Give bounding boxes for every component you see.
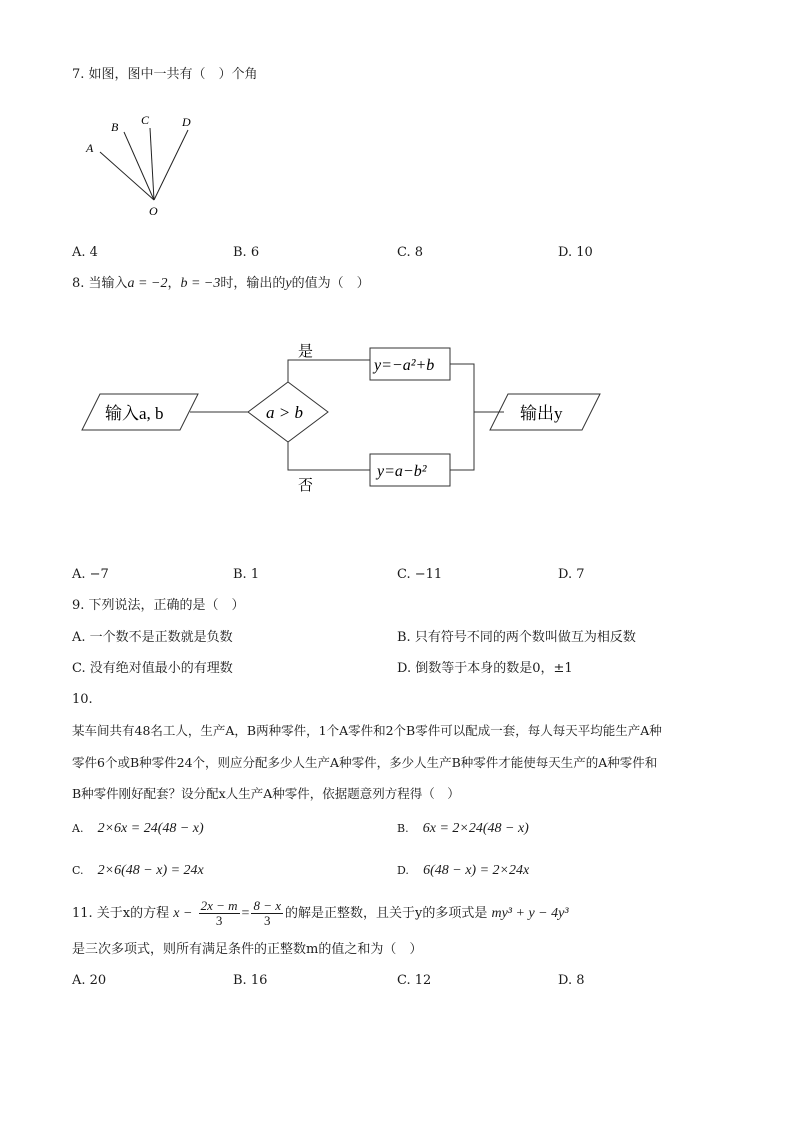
q11-line-2: 是三次多项式，则所有满足条件的正整数m的值之和为（ ） bbox=[72, 942, 423, 957]
q7-stem: 7. 如图，图中一共有（ ）个角 bbox=[72, 67, 258, 82]
flowchart bbox=[80, 330, 610, 500]
ray-od bbox=[154, 130, 188, 200]
q10-number: 10. bbox=[72, 692, 93, 707]
q7-option-a[interactable]: A. 4 bbox=[72, 245, 98, 260]
q10-option-d[interactable] bbox=[397, 862, 529, 880]
q11-frac-1: $\frac{2x - m}{3}$ bbox=[200, 898, 238, 928]
q10-option-c-letter: C. bbox=[72, 864, 84, 877]
q8-stem bbox=[72, 275, 370, 293]
angle-figure bbox=[80, 108, 210, 223]
label-c: C bbox=[141, 113, 150, 127]
q11-eq-x: x − bbox=[173, 906, 193, 921]
q11-option-b[interactable]: B. 16 bbox=[233, 973, 268, 988]
q8-var-y: y bbox=[285, 276, 292, 291]
q9-stem: 9. 下列说法，正确的是（ ） bbox=[72, 598, 245, 613]
label-o: O bbox=[149, 204, 158, 218]
yes-label: 是 bbox=[298, 344, 314, 360]
q8-option-a[interactable]: A. −7 bbox=[72, 567, 109, 582]
q11-poly: my³ + y − 4y³ bbox=[491, 906, 569, 921]
input-label: 输入a, b bbox=[105, 404, 164, 423]
q7-option-d[interactable]: D. 10 bbox=[558, 245, 593, 260]
q10-option-d-formula: 6(48 − x) = 2×24x bbox=[423, 863, 530, 878]
q8-option-b[interactable]: B. 1 bbox=[233, 567, 260, 582]
no-formula: y=a−b² bbox=[377, 463, 427, 480]
q10-option-c-formula: 2×6(48 − x) = 24x bbox=[97, 863, 204, 878]
label-b: B bbox=[111, 120, 119, 134]
q10-line-2: 零件6个或B种零件24个，则应分配多少人生产A种零件，多少人生产B种零件才能使每天生产的A种零件和 bbox=[72, 755, 658, 770]
q10-option-a[interactable] bbox=[72, 820, 204, 838]
q8-stem-post: 的值为（ ） bbox=[291, 276, 370, 291]
q8-stem-pre: 8. 当输入 bbox=[72, 276, 128, 291]
q10-option-a-letter: A. bbox=[72, 822, 84, 835]
q10-option-b[interactable] bbox=[397, 820, 529, 838]
q11-pre: 11. 关于x的方程 bbox=[72, 906, 170, 921]
q8-option-d[interactable]: D. 7 bbox=[558, 567, 585, 582]
q8-stem-mid: 时，输出的 bbox=[220, 276, 286, 291]
q7-option-b[interactable]: B. 6 bbox=[233, 245, 260, 260]
q10-option-b-letter: B. bbox=[397, 822, 409, 835]
q10-line-1: 某车间共有48名工人，生产A，B两种零件，1个A零件和2个B零件可以配成一套，每人每天平均能生产A种 bbox=[72, 723, 662, 738]
q8-cond-a: a = −2 bbox=[127, 276, 168, 291]
ray-oc bbox=[150, 128, 154, 200]
q11-option-a[interactable]: A. 20 bbox=[72, 973, 107, 988]
q11-mid: 的解是正整数，且关于y的多项式是 bbox=[284, 906, 488, 921]
q10-option-c[interactable] bbox=[72, 862, 204, 880]
q7-option-c[interactable]: C. 8 bbox=[397, 245, 424, 260]
no-label: 否 bbox=[298, 478, 314, 494]
q11-stem bbox=[72, 896, 569, 932]
ray-ob bbox=[124, 132, 154, 200]
q9-option-a[interactable]: A. 一个数不是正数就是负数 bbox=[72, 630, 233, 645]
decision-label: a > b bbox=[266, 403, 303, 422]
q9-option-b[interactable]: B. 只有符号不同的两个数叫做互为相反数 bbox=[397, 630, 636, 645]
q9-option-c[interactable]: C. 没有绝对值最小的有理数 bbox=[72, 661, 233, 676]
q10-option-a-formula: 2×6x = 24(48 − x) bbox=[97, 821, 204, 836]
q11-option-d[interactable]: D. 8 bbox=[558, 973, 585, 988]
q11-eq-sign: = bbox=[241, 906, 250, 921]
q11-option-c[interactable]: C. 12 bbox=[397, 973, 432, 988]
yes-formula: y=−a²+b bbox=[374, 357, 435, 374]
q9-option-d[interactable]: D. 倒数等于本身的数是0，±1 bbox=[397, 661, 573, 676]
label-d: D bbox=[182, 115, 191, 129]
ray-oa bbox=[100, 152, 154, 200]
q11-frac-2: $\frac{8 - x}{3}$ bbox=[253, 898, 281, 928]
q8-cond-b: b = −3 bbox=[180, 276, 221, 291]
q10-option-d-letter: D. bbox=[397, 864, 409, 877]
q10-option-b-formula: 6x = 2×24(48 − x) bbox=[422, 821, 529, 836]
q10-line-3: B种零件刚好配套？设分配x人生产A种零件，依据题意列方程得（ ） bbox=[72, 786, 460, 801]
q8-sep: ， bbox=[167, 276, 181, 291]
q8-option-c[interactable]: C. −11 bbox=[397, 567, 443, 582]
label-a: A bbox=[86, 141, 94, 155]
output-label: 输出y bbox=[520, 404, 563, 423]
